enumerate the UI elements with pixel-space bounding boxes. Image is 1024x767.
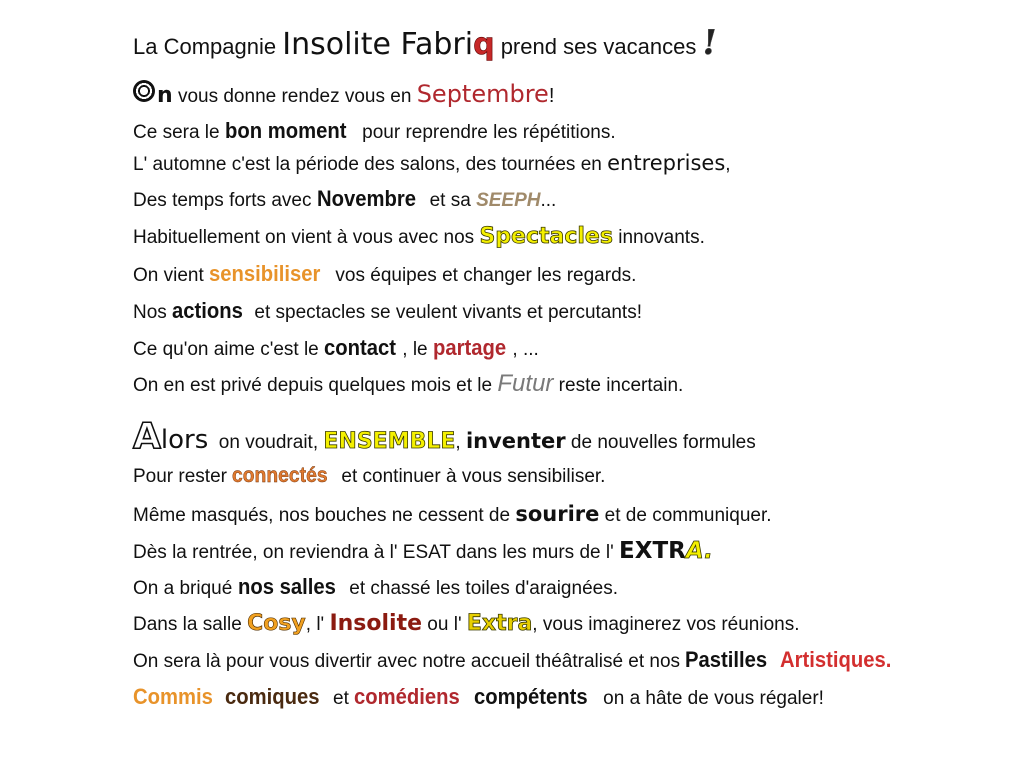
decorated-exclamation: ! [699, 23, 721, 63]
highlight-contact: contact [324, 335, 397, 360]
text: et chassé les toiles d'araignées. [343, 578, 618, 599]
highlight-extra: EXTR [619, 538, 686, 564]
highlight-extra-a: A. [685, 538, 713, 564]
text-line-2 [133, 80, 554, 110]
highlight-artistiques: Artistiques. [779, 647, 892, 672]
highlight-septembre: Septembre [416, 80, 549, 108]
text-line-11 [133, 416, 756, 457]
text: on voudrait, [208, 432, 324, 453]
text-line-12 [133, 463, 605, 490]
text: ! [548, 85, 555, 107]
text: Des temps forts avec [133, 190, 317, 211]
text-line-18 [133, 684, 824, 712]
text: reste incertain. [553, 375, 684, 396]
text-line-1 [133, 23, 721, 63]
highlight-spectacles: Spectacles [479, 224, 613, 249]
highlight-partage: partage [432, 335, 507, 360]
text: La Compagnie [133, 34, 283, 59]
text-line-13 [133, 501, 772, 529]
dropcap-a: A [133, 416, 161, 457]
highlight-connectes: connectés [232, 464, 328, 487]
highlight-comediens: comédiens [354, 684, 460, 709]
highlight-sensibiliser: sensibiliser [209, 261, 321, 286]
highlight-entreprises: entreprises [607, 151, 726, 175]
text-line-7 [133, 261, 636, 289]
highlight-insolite: Insolite [329, 611, 423, 636]
text: et sa [424, 190, 477, 211]
text-line-3 [133, 118, 616, 146]
highlight-pastilles: Pastilles [685, 647, 768, 672]
text-line-14 [133, 538, 713, 566]
text: vous donne rendez vous en [172, 86, 417, 107]
decorated-letter-q: q [473, 27, 495, 62]
highlight-comiques: comiques [225, 684, 320, 709]
text: , vous imaginerez vos réunions. [532, 614, 800, 635]
highlight-sourire: sourire [515, 502, 600, 526]
highlight-cosy: Cosy [247, 611, 306, 636]
highlight-nos-salles: nos salles [237, 574, 336, 599]
text-line-5 [133, 186, 556, 214]
text: et [327, 688, 355, 709]
text: Habituellement on vient à vous avec nos [133, 227, 480, 248]
text: Dès la rentrée, on reviendra à l' ESAT dans les murs de l' [133, 542, 620, 563]
text: On vient [133, 265, 210, 286]
highlight-ensemble: ENSEMBLE [323, 429, 456, 454]
text: innovants. [612, 227, 705, 248]
text: , [725, 154, 731, 175]
text: On en est privé depuis quelques mois et le [133, 375, 498, 396]
highlight-actions: actions [172, 298, 243, 323]
text: Ce qu'on aime c'est le [133, 339, 325, 360]
text-line-8 [133, 298, 642, 326]
text: de nouvelles formules [565, 432, 756, 453]
text-line-10 [133, 371, 683, 399]
company-name: Insolite Fabri [282, 27, 474, 62]
text: pour reprendre les répétitions. [356, 122, 616, 143]
text-line-4 [133, 150, 731, 178]
text: ou l' [422, 614, 467, 635]
text: , [455, 432, 466, 453]
text: Nos [133, 302, 173, 323]
text: vos équipes et changer les regards. [330, 265, 637, 286]
highlight-seeph: SEEPH [476, 190, 541, 211]
text-line-6 [133, 224, 705, 251]
text: Ce sera le [133, 122, 225, 143]
text: On sera là pour vous divertir avec notre accueil théâtralisé et nos [133, 651, 686, 672]
text: lors [160, 425, 209, 455]
text: n [157, 83, 173, 108]
text: et continuer à vous sensibiliser. [336, 466, 606, 487]
highlight-commis: Commis [133, 684, 213, 709]
text: Pour rester [133, 466, 233, 487]
text-line-17 [133, 647, 901, 675]
text: On a briqué [133, 578, 238, 599]
highlight-inventer: inventer [465, 429, 566, 453]
dropcap-letter [133, 80, 155, 106]
text: L' automne c'est la période des salons, des tournées en [133, 154, 608, 175]
text: , l' [305, 614, 330, 635]
text: , le [402, 339, 433, 360]
highlight-bon-moment: bon moment [224, 118, 347, 143]
highlight-futur: Futur [497, 370, 554, 397]
text: on a hâte de vous régaler! [597, 688, 824, 709]
text: et spectacles se veulent vivants et percutants! [249, 302, 642, 323]
text: prend ses vacances [494, 34, 703, 59]
highlight-novembre: Novembre [316, 186, 416, 211]
text-line-15 [133, 574, 618, 602]
text: , ... [512, 339, 539, 360]
text-line-16 [133, 611, 799, 638]
text: ... [540, 190, 557, 211]
highlight-competents: compétents [474, 684, 589, 709]
highlight-extra-room: Extra [466, 611, 533, 636]
text: et de communiquer. [599, 505, 772, 526]
text-line-9 [133, 335, 539, 363]
text: Dans la salle [133, 614, 248, 635]
text: Même masqués, nos bouches ne cessent de [133, 505, 516, 526]
